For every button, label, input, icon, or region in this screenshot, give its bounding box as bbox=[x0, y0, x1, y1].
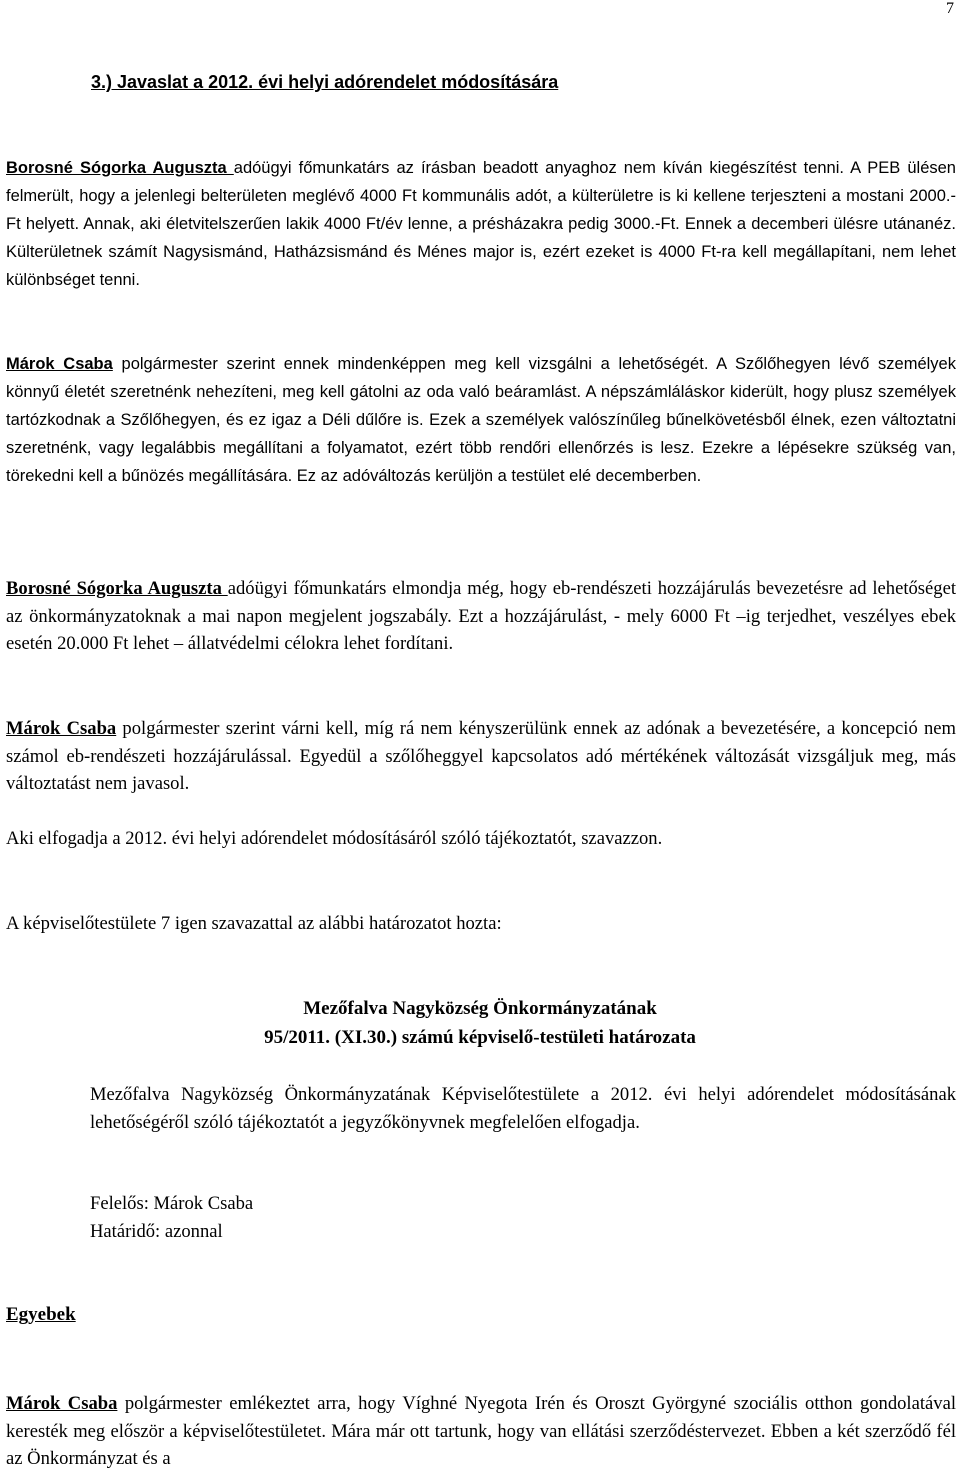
paragraph-6: A képviselőtestülete 7 igen szavazattal az alábbi határozatot hozta: bbox=[6, 913, 502, 934]
paragraph-5: Aki elfogadja a 2012. évi helyi adórendelet módosításáról szóló tájékoztatót, szavazzon. bbox=[6, 828, 663, 849]
resolution-title-line-1: Mezőfalva Nagyközség Önkormányzatának bbox=[303, 998, 657, 1019]
resolution-title-line-2: 95/2011. (XI.30.) számú képviselő-testületi határozata bbox=[264, 1027, 696, 1048]
paragraph-2 bbox=[6, 350, 956, 490]
speaker-name: Borosné Sógorka Auguszta bbox=[6, 159, 234, 177]
paragraph-1 bbox=[6, 154, 956, 294]
page-number: 7 bbox=[946, 0, 954, 17]
paragraph-4 bbox=[6, 715, 956, 798]
section-heading: 3.) Javaslat a 2012. évi helyi adórendelet módosítására bbox=[91, 72, 559, 92]
paragraph-text: polgármester szerint ennek mindenképpen meg kell vizsgálni a lehetőségét. A Szőlőhegyen lévő személyek könnyű életét szeretnénk nehezíteni, meg kell gátolni az oda való beáramlást. A népszámláláskor kiderült, hogy plusz személyek tartózkodnak a Szőlőhegyen, és ez igaz a Déli dűlőre is. Ezek a személyek valószínűleg bűnelkövetésből élnek, ezen változtatni szeretnénk, vagy legalábbis megállítani a folyamatot, ezért több rendőri ellenőrzés is lesz. Ezekre a lépésekre szükség van, törekedni kell a bűnözés megállítására. Ez az adóváltozás kerüljön a testület elé decemberben. bbox=[6, 355, 956, 485]
resolution-responsible: Felelős: Márok Csaba bbox=[90, 1193, 254, 1214]
speaker-name: Márok Csaba bbox=[6, 1393, 118, 1414]
section-heading-egyebek: Egyebek bbox=[6, 1304, 76, 1325]
paragraph-text: polgármester szerint várni kell, míg rá nem kényszerülünk ennek az adónak a bevezetésére, a koncepció nem számol eb-rendészeti hozzájárulással. Egyedül a szőlőheggyel kapcsolatos adó mértékének változását vizsgáljuk meg, más változtatást nem javasol. bbox=[6, 718, 956, 794]
paragraph-3 bbox=[6, 575, 956, 658]
speaker-name: Borosné Sógorka Auguszta bbox=[6, 578, 228, 599]
resolution-deadline: Határidő: azonnal bbox=[90, 1221, 223, 1242]
speaker-name: Márok Csaba bbox=[6, 718, 117, 739]
paragraph-7 bbox=[6, 1390, 956, 1473]
speaker-name: Márok Csaba bbox=[6, 355, 113, 373]
paragraph-text: adóügyi főmunkatárs elmondja még, hogy eb-rendészeti hozzájárulás bevezetésre ad lehetőséget az önkormányzatoknak a mai napon megjelent jogszabály. Ezt a hozzájárulást, - mely 6000 Ft –ig terjedhet, veszélyes ebek esetén 20.000 Ft lehet – állatvédelmi célokra lehet fordítani. bbox=[6, 578, 956, 654]
paragraph-text: polgármester emlékeztet arra, hogy Víghné Nyegota Irén és Oroszt Györgyné szociális otthon gondolatával keresték meg először a képviselőtestületet. Mára már ott tartunk, hogy van ellátási szerződéstervezet. Ebben a két szerződő fél az Önkormányzat és a bbox=[6, 1393, 956, 1469]
resolution-body: Mezőfalva Nagyközség Önkormányzatának Képviselőtestülete a 2012. évi helyi adórendelet módosításának lehetőségéről szóló tájékoztatót a jegyzőkönyvnek megfelelően elfogadja. bbox=[90, 1084, 956, 1133]
paragraph-text: adóügyi főmunkatárs az írásban beadott anyaghoz nem kíván kiegészítést tenni. A PEB ülésen felmerült, hogy a jelenlegi belterületen meglévő 4000 Ft kommunális adót, a külterületre is ki kellene terjeszteni a mostani 2000.-Ft helyett. Annak, aki életvitelszerűen lakik 4000 Ft/év lenne, a présházakra pedig 3000.-Ft. Ennek a decemberi ülésre utánanéz. Külterületnek számít Nagysismánd, Hatházsismánd és Ménes major is, ezért ezeket is 4000 Ft-ra kell megállapítani, nem lehet különbséget tenni. bbox=[6, 159, 956, 289]
